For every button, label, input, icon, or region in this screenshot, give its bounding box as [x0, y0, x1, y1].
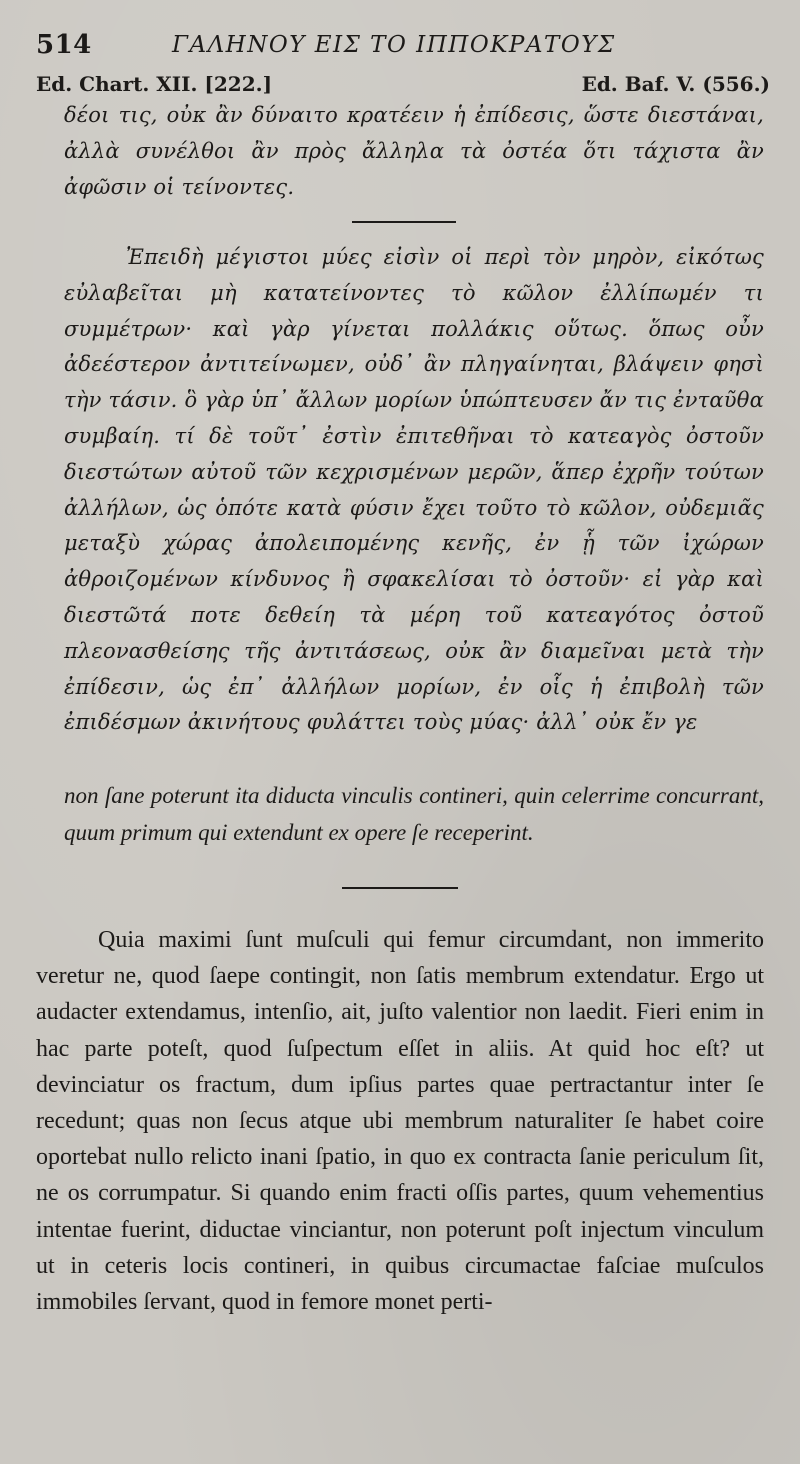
greek-commentary-paragraph: Ἐπειδὴ μέγιστοι μύες εἰσὶν οἱ περὶ τὸν μηρὸν, εἰκότως εὐλαβεῖται μὴ κατατείνοντες τὸ κῶλον ἐλλίπωμέν τι συμμέτρων· καὶ γὰρ γίνεται πολλάκις οὕτως. ὅπως οὖν ἀδεέστερον ἀντιτείνωμεν, οὐδ᾽ ἂν πληγαίνηται, βλάψειν φησὶ τὴν τάσιν. ὃ γὰρ ὑπ᾽ ἄλλων μορίων ὑπώπτευσεν ἄν τις ἐνταῦθα συμβαίη. τί δὲ τοῦτ᾽ ἐστὶν ἐπιτεθῆναι τὸ κατεαγὸς ὀστοῦν διεστώτων αὐτοῦ τῶν κεχρισμένων μερῶν, ἅπερ ἐχρῆν τούτων ἀλλήλων, ὡς ὁπότε κατὰ φύσιν ἔχει τοῦτο τὸ κῶλον, οὐδεμιᾶς μεταξὺ χώρας ἀπολειπομένης κενῆς, ἐν ᾗ τῶν ἰχώρων ἀθροιζομένων κίνδυνος ἢ σφακελίσαι τὸ ὀστοῦν· εἰ γὰρ καὶ διεστῶτά ποτε δεθείη τὰ μέρη τοῦ κατεαγότος ὀστοῦ πλεονασθείσης τῆς ἀντιτάσεως, οὐκ ἂν διαμεῖναι μετὰ τὴν ἐπίδεσιν, ὡς ἐπ᾽ ἀλλήλων μορίων, ἐν οἷς ἡ ἐπιβολὴ τῶν ἐπιδέσμων ἀκινήτους φυλάττει τοὺς μύας· ἀλλ᾽ οὐκ ἔν γε	[64, 245, 764, 735]
page-number: 514	[36, 30, 92, 60]
latin-text-continuation: non ſane poterunt ita diducta vinculis contineri, quin celerrime concurrant, quum primum qui extendunt ex opere ſe receperint.	[64, 783, 764, 845]
edition-chartier-reference: Ed. Chart. XII. [222.]	[36, 72, 273, 96]
edition-reference-line	[36, 72, 770, 98]
page-header	[36, 30, 770, 70]
section-divider	[352, 221, 456, 223]
greek-text-continuation: δέοι τις, οὐκ ἂν δύναιτο κρατέειν ἡ ἐπίδεσις, ὥστε διεστάναι, ἀλλὰ συνέλθοι ἂν πρὸς ἄλληλα τὰ ὀστέα ὅτι τάχιστα ἂν ἀφῶσιν οἱ τείνοντες.	[64, 103, 764, 199]
running-title: ΓΑΛΗΝΟΥ ΕΙΣ ΤΟ ΙΠΠΟΚΡΑΤΟΥΣ	[172, 32, 616, 58]
latin-commentary-paragraph: Quia maximi ſunt muſculi qui femur circumdant, non immerito veretur ne, quod ſaepe contingit, non ſatis membrum extendatur. Ergo ut audacter extendamus, intenſio, ait, juſto valentior non laedit. Fieri enim in hac parte poteſt, quod ſuſpectum eſſet in aliis. At quid hoc eſt? ut devinciatur os fractum, dum ipſius partes quae pertractantur inter ſe recedunt; quas non ſecus atque ubi membrum naturaliter ſe habet coire oportebat nullo relicto inani ſpatio, in quo ex contracta ſanie periculum ſit, ne os corrumpatur. Si quando enim fracti oſſis partes, quum vehementius intentae fuerint, diductae vinciantur, non poterunt poſt injectum vinculum ut in ceteris locis contineri, in quibus circumactae faſciae muſculos immobiles ſervant, quod in femore monet perti-	[36, 927, 764, 1316]
edition-basel-reference: Ed. Baf. V. (556.)	[581, 72, 770, 96]
section-divider	[342, 887, 458, 889]
